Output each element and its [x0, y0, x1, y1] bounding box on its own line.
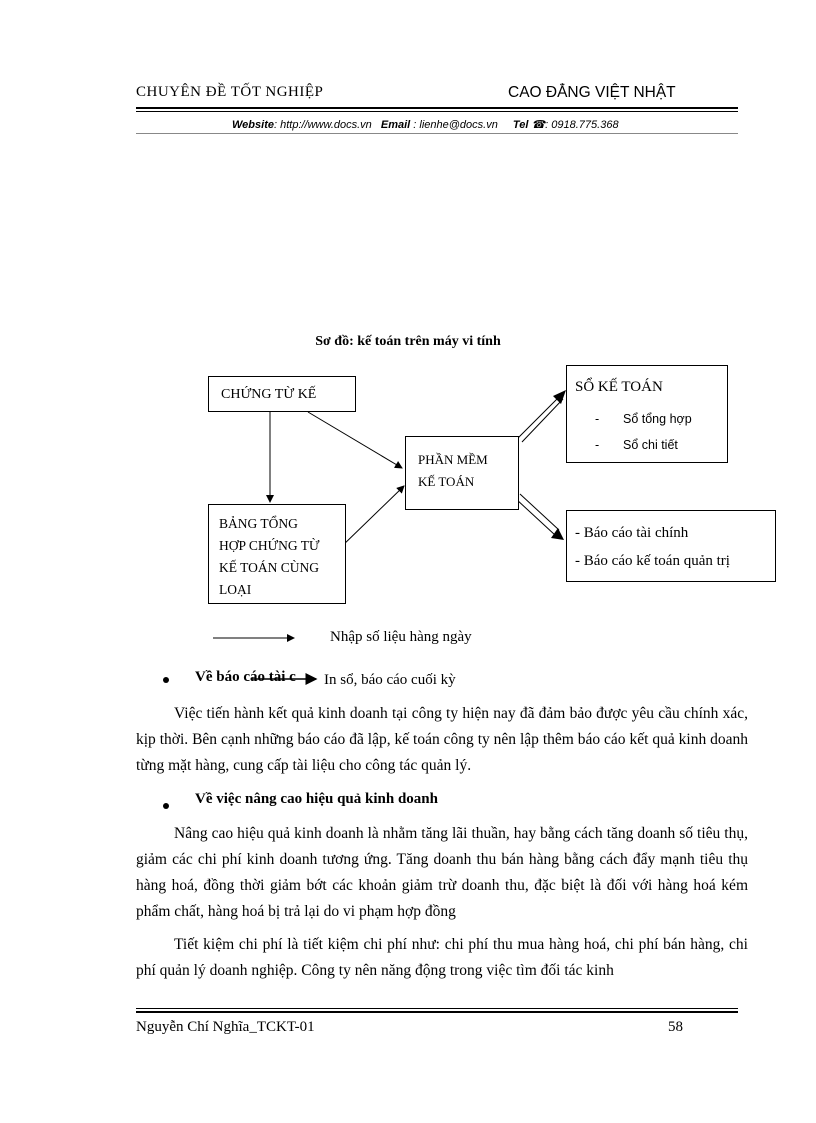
- footer-rule-thick: [136, 1011, 738, 1013]
- footer-rule-thin: [136, 1008, 738, 1009]
- arrow-chungtu-to-phanmem: [308, 412, 402, 468]
- bang-tong-hop-line-1: BẢNG TỔNG: [219, 516, 298, 531]
- phan-mem-line-1: PHẦN MỀM: [418, 452, 488, 467]
- bang-tong-hop-line-3: KẾ TOÁN CÙNG: [219, 560, 320, 575]
- bullet-dot: [163, 803, 169, 809]
- box-bao-cao: [566, 510, 776, 582]
- so-ke-toan-title: SỔ KẾ TOÁN: [575, 379, 663, 395]
- bang-tong-hop-line-2: HỢP CHỨNG TỪ: [219, 538, 320, 553]
- bullet-dot: [163, 677, 169, 683]
- email-value: : lienhe@docs.vn: [413, 119, 498, 131]
- tel-label: Tel: [512, 119, 529, 131]
- email-label: Email: [380, 119, 411, 131]
- website-label: Website: [232, 119, 274, 131]
- so-ke-toan-item: - Sổ tổng hợp: [595, 412, 692, 426]
- arrow-phanmem-to-baocao-a: [520, 494, 559, 530]
- diagram-title: Sơ đồ: kế toán trên máy vi tính: [315, 334, 501, 349]
- box-chung-tu: [208, 376, 356, 412]
- header-left-title: CHUYÊN ĐỀ TỐT NGHIỆP: [136, 84, 324, 100]
- arrow-phanmem-to-soketoan-a: [518, 395, 561, 438]
- phan-mem-line-2: KẾ TOÁN: [418, 474, 475, 489]
- box-bao-cao-text: [575, 519, 730, 575]
- arrowhead-soketoan: [553, 390, 566, 404]
- box-phan-mem: [405, 436, 519, 510]
- page-number: 58: [668, 1019, 683, 1035]
- bao-cao-line-1: - Báo cáo tài chính: [575, 525, 689, 541]
- so-ke-toan-list: [595, 406, 692, 458]
- bao-cao-line-2: - Báo cáo kế toán quản trị: [575, 553, 730, 569]
- legend-daily-label: Nhập số liệu hàng ngày: [330, 629, 472, 645]
- box-chung-tu-label: CHỨNG TỪ KẾ: [221, 387, 317, 402]
- arrowhead-baocao: [551, 528, 564, 540]
- arrow-bangtonghop-to-phanmem: [340, 486, 404, 548]
- paragraph-2: Nâng cao hiệu quả kinh doanh là nhằm tăng lãi thuần, hay bằng cách tăng doanh số tiêu thụ, giảm các chi phí kinh doanh tương ứng. Tăng doanh thu bán hàng bằng cách đẩy mạnh tiêu thụ hàng hoá, đồng thời giảm bớt các khoản giảm trừ doanh thu, đặc biệt là đối với hàng hoá kém phẩm chất, hàng hoá bị trả lại do vi phạm hợp đồng: [136, 825, 748, 920]
- arrow-phanmem-to-baocao-b: [516, 499, 555, 535]
- legend-periodic-label: In sổ, báo cáo cuối kỳ: [324, 672, 456, 688]
- paragraph-1: Việc tiến hành kết quả kinh doanh tại công ty hiện nay đã đảm bảo được yêu cầu chính xác, kịp thời. Bên cạnh những báo cáo đã lập, kế toán công ty nên lập thêm báo cáo kết quả kinh doanh từng mặt hàng, cung cấp tài liệu cho công tác quản lý.: [136, 705, 748, 774]
- arrow-phanmem-to-soketoan-b: [522, 399, 563, 442]
- tel-value: : 0918.775.368: [545, 119, 619, 131]
- box-bang-tong-hop: [208, 504, 346, 604]
- box-bang-tong-hop-text: [219, 513, 319, 601]
- so-ke-toan-item: - Sổ chi tiết: [595, 438, 678, 452]
- box-so-ke-toan: [566, 365, 728, 463]
- bullet1-heading: Về báo cáo tài c: [195, 669, 296, 685]
- header-right-title: CAO ĐẲNG VIỆT NHẬT: [508, 84, 676, 101]
- bullet2-heading: Về việc nâng cao hiệu quả kinh doanh: [195, 791, 438, 807]
- box-phan-mem-text: [418, 449, 488, 493]
- footer-author: Nguyễn Chí Nghĩa_TCKT-01: [136, 1019, 315, 1035]
- phone-icon: ☎: [531, 119, 546, 131]
- website-value: : http://www.docs.vn: [273, 119, 372, 131]
- paragraph-3: Tiết kiệm chi phí là tiết kiệm chi phí như: chi phí thu mua hàng hoá, chi phí bán hàng, chi phí quản lý doanh nghiệp. Công ty nên năng động trong việc tìm đối tác kinh: [136, 936, 748, 979]
- bang-tong-hop-line-4: LOẠI: [219, 582, 252, 597]
